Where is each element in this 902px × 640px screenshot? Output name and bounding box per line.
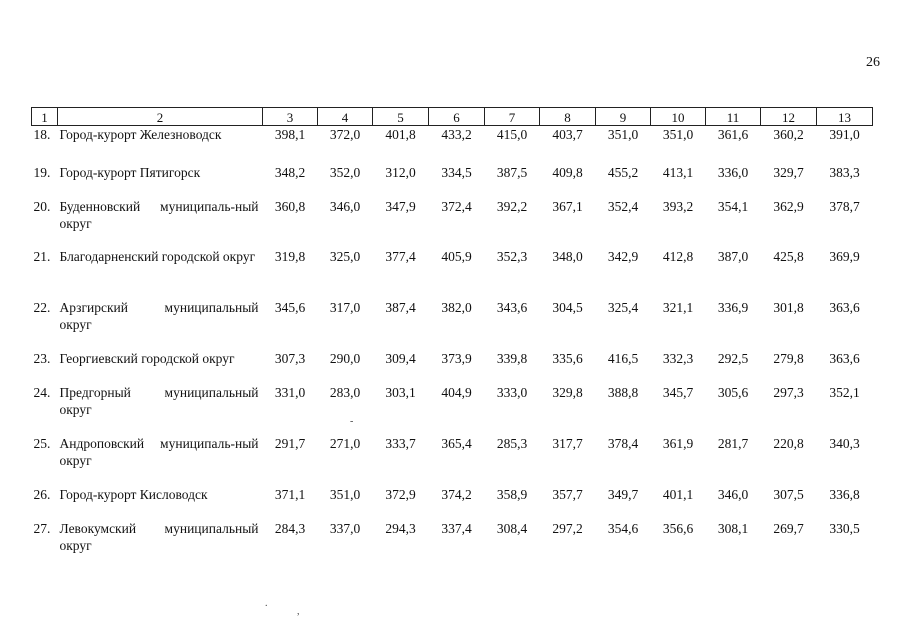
- header-row: [32, 108, 873, 126]
- value-cell: 271,0: [329, 435, 361, 451]
- value-cell: 309,4: [385, 350, 416, 366]
- value-cell: 365,4: [441, 435, 472, 451]
- value-cell: 362,9: [773, 198, 804, 214]
- row-number: 24.: [33, 384, 51, 400]
- value-cell: 290,0: [329, 350, 361, 366]
- value-cell: 348,0: [552, 248, 583, 264]
- value-cell: 284,3: [274, 520, 306, 536]
- value-cell: 337,0: [329, 520, 361, 536]
- municipality-name: Георгиевский городской округ: [59, 350, 235, 366]
- value-cell: 325,4: [607, 299, 639, 315]
- value-cell: 342,9: [607, 248, 639, 264]
- value-cell: 352,1: [829, 384, 860, 400]
- value-cell: 307,5: [773, 486, 804, 502]
- value-cell: 220,8: [773, 435, 804, 451]
- value-cell: 283,0: [329, 384, 361, 400]
- value-cell: 345,7: [662, 384, 694, 400]
- municipality-name: Город-курорт Пятигорск: [59, 164, 201, 180]
- value-cell: 372,9: [385, 486, 416, 502]
- municipality-name: Андроповский муниципаль-ный округ: [59, 435, 259, 468]
- value-cell: 308,4: [496, 520, 528, 536]
- value-cell: 345,6: [274, 299, 306, 315]
- value-cell: 360,2: [773, 127, 804, 142]
- value-cell: 403,7: [552, 127, 583, 142]
- municipality-name: Предгорный муниципальный округ: [59, 384, 259, 417]
- table-row: [32, 435, 873, 486]
- row-number: 25.: [33, 435, 51, 451]
- row-number: 18.: [33, 127, 51, 142]
- value-cell: 346,0: [329, 198, 361, 214]
- value-cell: 292,5: [717, 350, 749, 366]
- value-cell: 404,9: [441, 384, 472, 400]
- row-number: 27.: [33, 520, 51, 536]
- data-table: [31, 107, 873, 560]
- column-header: 10: [651, 108, 706, 126]
- scan-artifact-dot: .: [265, 598, 268, 609]
- column-header: 3: [263, 108, 318, 126]
- value-cell: 372,0: [329, 127, 361, 142]
- value-cell: 361,9: [662, 435, 694, 451]
- column-header: 4: [318, 108, 373, 126]
- value-cell: 321,1: [662, 299, 694, 315]
- value-cell: 377,4: [385, 248, 416, 264]
- table-row: [32, 520, 873, 560]
- value-cell: 269,7: [773, 520, 804, 536]
- table-row: [32, 126, 873, 164]
- value-cell: 363,6: [829, 350, 860, 366]
- value-cell: 391,0: [829, 127, 860, 142]
- municipality-name: Арзгирский муниципальный округ: [59, 299, 259, 332]
- value-cell: 336,9: [717, 299, 749, 315]
- value-cell: 401,1: [662, 486, 694, 502]
- value-cell: 294,3: [385, 520, 416, 536]
- value-cell: 329,8: [552, 384, 583, 400]
- value-cell: 325,0: [329, 248, 361, 264]
- value-cell: 358,9: [496, 486, 528, 502]
- municipality-name: Город-курорт Кисловодск: [59, 486, 208, 502]
- table-row: [32, 299, 873, 350]
- value-cell: 312,0: [385, 164, 416, 180]
- value-cell: 304,5: [552, 299, 583, 315]
- value-cell: 363,6: [829, 299, 860, 315]
- value-cell: 285,3: [496, 435, 528, 451]
- value-cell: 351,0: [607, 127, 639, 142]
- column-header: 1: [32, 108, 58, 126]
- value-cell: 367,1: [552, 198, 583, 214]
- value-cell: 301,8: [773, 299, 804, 315]
- value-cell: 336,8: [829, 486, 860, 502]
- value-cell: 329,7: [773, 164, 804, 180]
- value-cell: 334,5: [441, 164, 472, 180]
- value-cell: 374,2: [441, 486, 472, 502]
- value-cell: 371,1: [274, 486, 306, 502]
- value-cell: 348,2: [274, 164, 306, 180]
- value-cell: 388,8: [607, 384, 639, 400]
- value-cell: 330,5: [829, 520, 860, 536]
- column-header: 2: [58, 108, 263, 126]
- column-header: 13: [817, 108, 873, 126]
- value-cell: 378,7: [829, 198, 860, 214]
- value-cell: 352,3: [496, 248, 528, 264]
- value-cell: 373,9: [441, 350, 472, 366]
- value-cell: 281,7: [717, 435, 749, 451]
- table-row: [32, 198, 873, 248]
- value-cell: 279,8: [773, 350, 804, 366]
- value-cell: 346,0: [717, 486, 749, 502]
- value-cell: 360,8: [274, 198, 306, 214]
- value-cell: 349,7: [607, 486, 639, 502]
- municipality-name: Город-курорт Железноводск: [59, 127, 222, 142]
- column-header: 5: [373, 108, 429, 126]
- value-cell: 336,0: [717, 164, 749, 180]
- column-header: 12: [761, 108, 817, 126]
- value-cell: 333,0: [496, 384, 528, 400]
- value-cell: 307,3: [274, 350, 306, 366]
- value-cell: 317,0: [329, 299, 361, 315]
- value-cell: 354,1: [717, 198, 749, 214]
- row-number: 19.: [33, 164, 51, 180]
- value-cell: 339,8: [496, 350, 528, 366]
- value-cell: 333,7: [385, 435, 416, 451]
- value-cell: 297,2: [552, 520, 583, 536]
- value-cell: 398,1: [274, 127, 306, 142]
- value-cell: 369,9: [829, 248, 860, 264]
- value-cell: 415,0: [496, 127, 528, 142]
- column-header: 8: [540, 108, 596, 126]
- municipality-name: Левокумский муниципальный округ: [59, 520, 259, 553]
- column-header: 11: [706, 108, 761, 126]
- table-row: [32, 384, 873, 435]
- table-body: [32, 126, 873, 560]
- value-cell: 335,6: [552, 350, 583, 366]
- row-number: 20.: [33, 198, 51, 214]
- scan-artifact-dot: ,: [297, 606, 300, 617]
- value-cell: 382,0: [441, 299, 472, 315]
- value-cell: 331,0: [274, 384, 306, 400]
- value-cell: 340,3: [829, 435, 860, 451]
- value-cell: 351,0: [329, 486, 361, 502]
- column-header: 6: [429, 108, 485, 126]
- value-cell: 387,5: [496, 164, 528, 180]
- value-cell: 305,6: [717, 384, 749, 400]
- page-number: 26: [866, 55, 880, 70]
- column-header: 7: [485, 108, 540, 126]
- value-cell: 354,6: [607, 520, 639, 536]
- value-cell: 357,7: [552, 486, 583, 502]
- scan-artifact-dot: -: [350, 416, 354, 427]
- value-cell: 372,4: [441, 198, 472, 214]
- table-row: [32, 248, 873, 299]
- value-cell: 393,2: [662, 198, 694, 214]
- value-cell: 413,1: [662, 164, 694, 180]
- value-cell: 337,4: [441, 520, 472, 536]
- column-header: 9: [596, 108, 651, 126]
- value-cell: 352,0: [329, 164, 361, 180]
- row-number: 23.: [33, 350, 51, 366]
- value-cell: 387,4: [385, 299, 416, 315]
- value-cell: 332,3: [662, 350, 694, 366]
- value-cell: 317,7: [552, 435, 583, 451]
- row-number: 21.: [33, 248, 51, 264]
- value-cell: 387,0: [717, 248, 749, 264]
- table-row: [32, 486, 873, 520]
- value-cell: 303,1: [385, 384, 416, 400]
- value-cell: 351,0: [662, 127, 694, 142]
- table-row: [32, 350, 873, 384]
- value-cell: 297,3: [773, 384, 804, 400]
- value-cell: 347,9: [385, 198, 416, 214]
- value-cell: 409,8: [552, 164, 583, 180]
- value-cell: 401,8: [385, 127, 416, 142]
- row-number: 22.: [33, 299, 51, 315]
- value-cell: 356,6: [662, 520, 694, 536]
- value-cell: 416,5: [607, 350, 639, 366]
- value-cell: 343,6: [496, 299, 528, 315]
- value-cell: 455,2: [607, 164, 639, 180]
- municipality-name: Буденновский муниципаль-ный округ: [59, 198, 259, 231]
- value-cell: 291,7: [274, 435, 306, 451]
- value-cell: 433,2: [441, 127, 472, 142]
- value-cell: 319,8: [274, 248, 306, 264]
- municipality-name: Благодарненский городской округ: [59, 248, 256, 264]
- value-cell: 352,4: [607, 198, 639, 214]
- value-cell: 412,8: [662, 248, 694, 264]
- value-cell: 383,3: [829, 164, 860, 180]
- value-cell: 405,9: [441, 248, 472, 264]
- value-cell: 308,1: [717, 520, 749, 536]
- value-cell: 392,2: [496, 198, 528, 214]
- value-cell: 361,6: [717, 127, 749, 142]
- value-cell: 425,8: [773, 248, 804, 264]
- row-number: 26.: [33, 486, 51, 502]
- value-cell: 378,4: [607, 435, 639, 451]
- table-row: [32, 164, 873, 198]
